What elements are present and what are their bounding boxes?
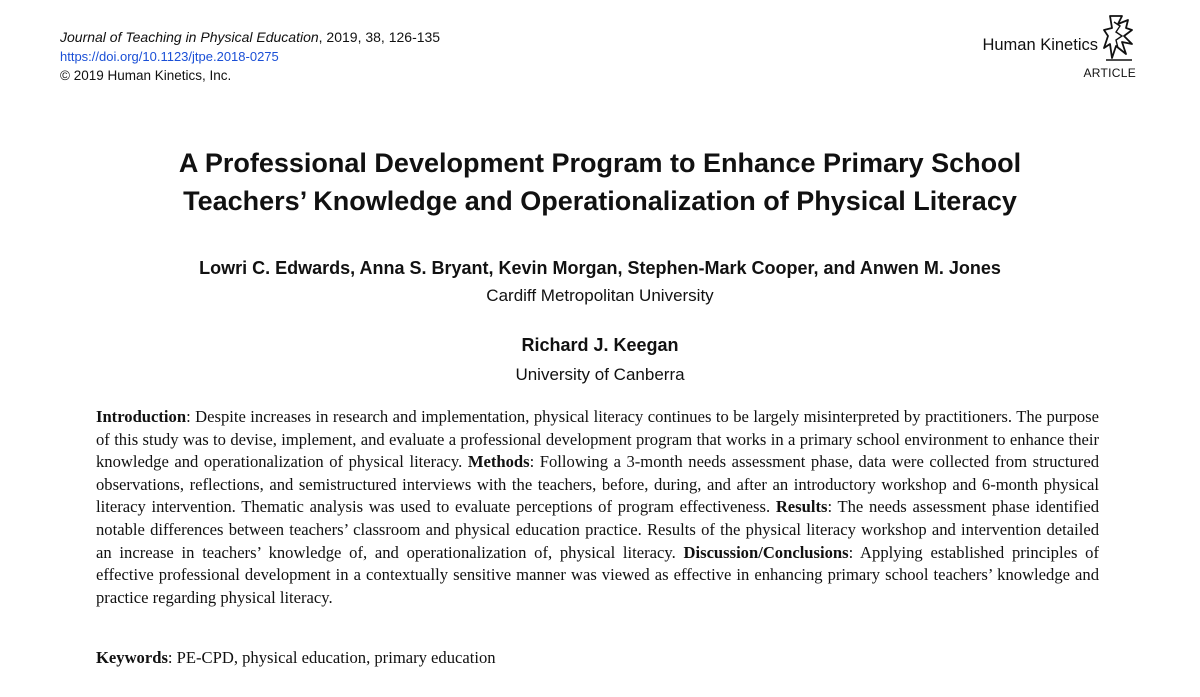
abstract-discussion-text: : Applying established principles of effective professional development in a contextually sensitive manner was viewed as effective in enhancing primary school teachers’ knowledge and practice regarding physical literacy. xyxy=(96,542,1099,607)
human-kinetics-logo-icon xyxy=(1102,14,1136,62)
abstract-results-text: : The needs assessment phase identified notable differences between teachers’ classroom and physical education practice. Results of the physical literacy workshop and intervention detailed an increase in teachers’ knowledge of, and operationalization of, physical literacy. xyxy=(96,497,1100,562)
keywords-text: : PE-CPD, physical education, primary education xyxy=(167,648,496,667)
abstract xyxy=(96,406,1099,609)
title-line-2: Teachers’ Knowledge and Operationalization of Physical Literacy xyxy=(183,186,1017,216)
author-list-1: Lowri C. Edwards, Anna S. Bryant, Kevin Morgan, Stephen-Mark Cooper, and Anwen M. Jones xyxy=(199,258,1001,278)
abstract-methods-text: : Following a 3-month needs assessment phase, data were collected from structured observations, reflections, and semistructured interviews with the teachers, before, during, and after an introductory workshop and 6-month physical literacy intervention. Thematic analysis was used to evaluate perceptions of program effectiveness. xyxy=(96,452,1099,517)
abstract-discussion-heading: Discussion/Conclusions xyxy=(683,542,849,562)
keywords-heading: Keywords xyxy=(96,648,168,667)
abstract-intro-text: : Despite increases in research and implementation, physical literacy continues to be largely misinterpreted by practitioners. The purpose of this study was to devise, implement, and evaluate a professional development program that works in a primary school environment to enhance their knowledge and operationalization of physical literacy. xyxy=(96,407,1099,472)
doi-link[interactable]: https://doi.org/10.1123/jtpe.2018-0275 xyxy=(60,49,279,64)
title-line-1: A Professional Development Program to Enhance Primary School xyxy=(178,148,1022,178)
affiliation-2: University of Canberra xyxy=(515,365,685,384)
abstract-intro-heading: Introduction xyxy=(96,407,187,426)
publisher-name: Human Kinetics xyxy=(982,36,1098,54)
abstract-results-heading: Results xyxy=(775,497,828,517)
journal-name: Journal of Teaching in Physical Education xyxy=(60,29,319,45)
journal-header xyxy=(60,28,440,85)
journal-details: , 2019, 38, 126-135 xyxy=(318,29,441,45)
author-list-2: Richard J. Keegan xyxy=(521,335,679,355)
copyright-line: © 2019 Human Kinetics, Inc. xyxy=(60,68,232,83)
journal-citation xyxy=(60,28,440,47)
article-type-label: ARTICLE xyxy=(1083,66,1136,80)
paper-title xyxy=(0,144,1200,220)
keywords xyxy=(96,647,496,669)
abstract-methods-heading: Methods xyxy=(467,452,530,472)
affiliation-1: Cardiff Metropolitan University xyxy=(486,286,714,305)
publisher-block xyxy=(916,14,1136,84)
